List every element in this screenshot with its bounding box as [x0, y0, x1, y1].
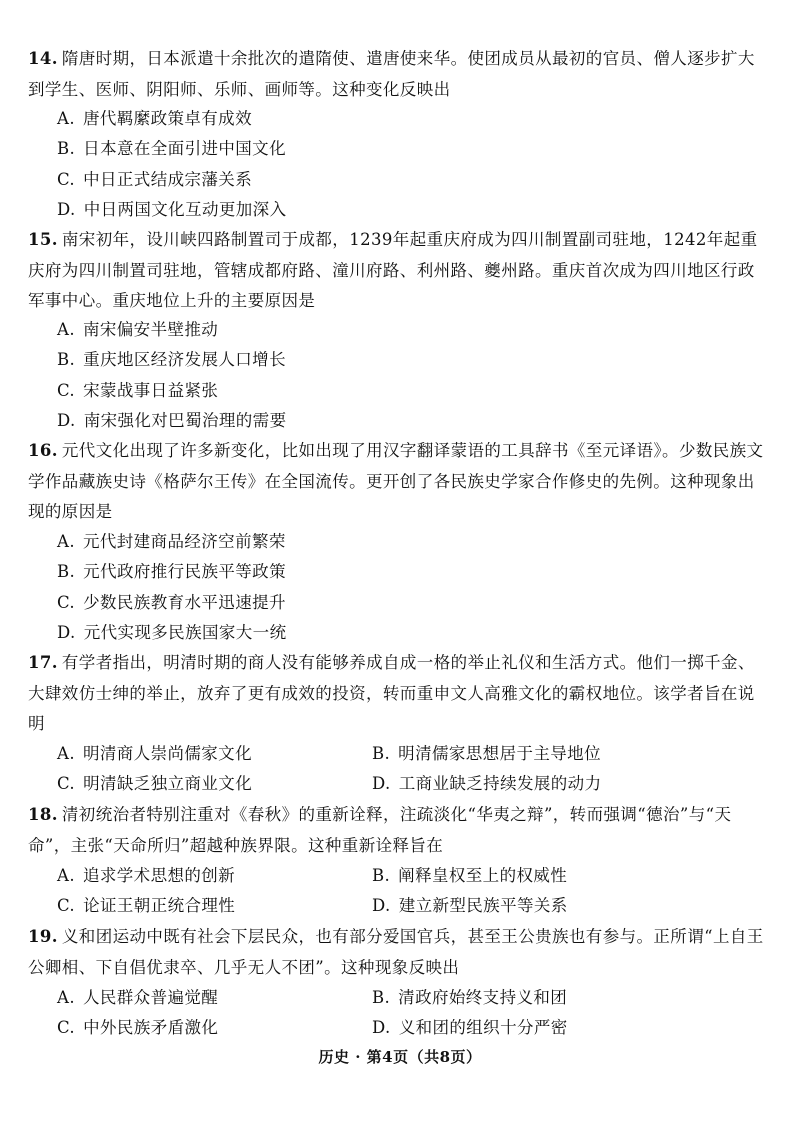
question-19: [28, 922, 768, 983]
option-17-b: B. 明清儒家思想居于主导地位: [372, 744, 601, 763]
option-17-a: A. 明清商人崇尚儒家文化: [57, 744, 252, 763]
question-stem: [28, 648, 768, 740]
question-number: 18.: [28, 805, 58, 824]
option-14-d: D. 中日两国文化互动更加深入: [57, 200, 287, 219]
question-stem: [28, 436, 768, 528]
question-text: 隋唐时期，日本派遣十余批次的遣隋使、遣唐使来华。使团成员从最初的官员、僧人逐步扩大到学生、医师、阴阳师、乐师、画师等。这种变化反映出: [28, 49, 755, 99]
option-14-c: C. 中日正式结成宗藩关系: [57, 170, 253, 189]
option-16-a: A. 元代封建商品经济空前繁荣: [57, 532, 286, 551]
option-15-d: D. 南宋强化对巴蜀治理的需要: [57, 411, 287, 430]
option-19-a: A. 人民群众普遍觉醒: [57, 988, 219, 1007]
question-stem: [28, 800, 768, 861]
question-number: 17.: [28, 653, 58, 672]
option-18-a: A. 追求学术思想的创新: [57, 866, 236, 885]
option-17-c: C. 明清缺乏独立商业文化: [57, 774, 253, 793]
option-15-c: C. 宋蒙战事日益紧张: [57, 381, 219, 400]
question-17: [28, 648, 768, 740]
question-stem: [28, 225, 768, 317]
question-text: 南宋初年，设川峡四路制置司于成都，1239年起重庆府成为四川制置副司驻地，1242年起重庆府为四川制置司驻地，管辖成都府路、潼川府路、利州路、夔州路。重庆首次成为四川地区行政军事中心。重庆地位上升的主要原因是: [28, 230, 758, 310]
option-16-c: C. 少数民族教育水平迅速提升: [57, 593, 286, 612]
option-18-d: D. 建立新型民族平等关系: [372, 896, 568, 915]
question-15: [28, 225, 768, 317]
question-number: 15.: [28, 230, 58, 249]
question-text: 有学者指出，明清时期的商人没有能够养成自成一格的举止礼仪和生活方式。他们一掷千金、大肆效仿士绅的举止，放弃了更有成效的投资，转而重申文人高雅文化的霸权地位。该学者旨在说明: [28, 653, 755, 733]
question-16: [28, 436, 768, 528]
option-16-d: D. 元代实现多民族国家大一统: [57, 623, 287, 642]
option-14-b: B. 日本意在全面引进中国文化: [57, 139, 286, 158]
question-14: [28, 44, 768, 105]
option-18-b: B. 阐释皇权至上的权威性: [372, 866, 568, 885]
question-18: [28, 800, 768, 861]
option-17-d: D. 工商业缺乏持续发展的动力: [372, 774, 602, 793]
option-19-b: B. 清政府始终支持义和团: [372, 988, 568, 1007]
option-15-a: A. 南宋偏安半壁推动: [57, 320, 219, 339]
question-text: 义和团运动中既有社会下层民众，也有部分爱国官兵，甚至王公贵族也有参与。正所谓“上自王公卿相、下自倡优隶卒、几乎无人不团”。这种现象反映出: [28, 927, 764, 977]
question-number: 19.: [28, 927, 58, 946]
option-16-b: B. 元代政府推行民族平等政策: [57, 562, 286, 581]
option-14-a: A. 唐代羁縻政策卓有成效: [57, 109, 252, 128]
option-15-b: B. 重庆地区经济发展人口增长: [57, 350, 286, 369]
option-19-d: D. 义和团的组织十分严密: [372, 1018, 568, 1037]
question-stem: [28, 922, 768, 983]
question-stem: [28, 44, 768, 105]
option-19-c: C. 中外民族矛盾激化: [57, 1018, 219, 1037]
question-number: 14.: [28, 49, 58, 68]
question-text: 元代文化出现了许多新变化，比如出现了用汉字翻译蒙语的工具辞书《至元译语》。少数民族文学作品藏族史诗《格萨尔王传》在全国流传。更开创了各民族史学家合作修史的先例。这种现象出现的原因是: [28, 441, 764, 521]
page-footer: 历史 · 第4页（共8页）: [318, 1048, 482, 1066]
question-number: 16.: [28, 441, 58, 460]
option-18-c: C. 论证王朝正统合理性: [57, 896, 236, 915]
question-text: 清初统治者特别注重对《春秋》的重新诠释，注疏淡化“华夷之辩”，转而强调“德治”与“天命”，主张“天命所归”超越种族界限。这种重新诠释旨在: [28, 805, 732, 855]
